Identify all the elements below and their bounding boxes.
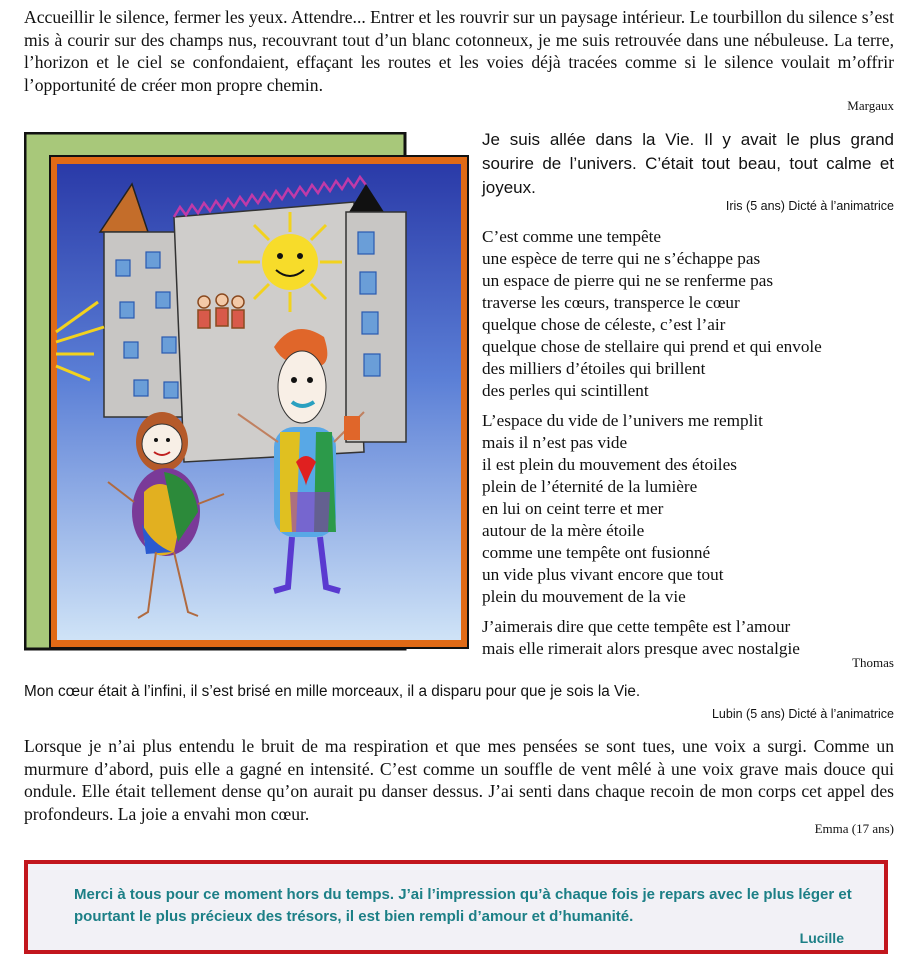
poem-line: quelque chose de céleste, c’est l’air [482, 315, 726, 334]
lucille-message: Merci à tous pour ce moment hors du temps. J’ai l’impression qu’à chaque fois je repars avec le plus léger et pourtant le plus précieux des trésors, il est bien rempli d’amour et d’humanité. [74, 886, 852, 925]
poem-line: C’est comme une tempête [482, 227, 661, 246]
signature-emma: Emma (17 ans) [814, 821, 894, 836]
poem-stanza-1 [482, 226, 902, 402]
children-drawing [24, 132, 470, 652]
poem-line: en lui on ceint terre et mer [482, 499, 664, 518]
poem-line: des perles qui scintillent [482, 381, 649, 400]
poem-line: plein de l’éternité de la lumière [482, 477, 698, 496]
drawing-illustration [24, 132, 470, 652]
poem-line: autour de la mère étoile [482, 521, 645, 540]
poem-line: comme une tempête ont fusionné [482, 543, 711, 562]
intro-paragraph: Accueillir le silence, fermer les yeux. Attendre... Entrer et les rouvrir sur un paysage intérieur. Le tourbillon du silence s’est mis à courir sur des champs nus, recouvrant tout d’un blanc cotonneux, je me suis retrouvée dans une nébuleuse. La terre, l’horizon et le ciel se confondaient, effaçant les routes et les voies déjà tracées comme si le silence voulait m’offrir l’opportunité de créer mon propre chemin. [24, 7, 894, 95]
poem-line: mais il n’est pas vide [482, 433, 628, 452]
poem-line: des milliers d’étoiles qui brillent [482, 359, 706, 378]
poem-line: une espèce de terre qui ne s’échappe pas [482, 249, 761, 268]
poem-line: traverse les cœurs, transperce le cœur [482, 293, 740, 312]
poem-line: plein du mouvement de la vie [482, 587, 686, 606]
lubin-quote: Mon cœur était à l’infini, il s’est brisé en mille morceaux, il a disparu pour que je sois la Vie. [24, 683, 641, 700]
iris-quote: Je suis allée dans la Vie. Il y avait le plus grand sourire de l’univers. C’était tout beau, tout calme et joyeux. [482, 130, 894, 197]
poem-line: J’aimerais dire que cette tempête est l’amour [482, 617, 791, 636]
signature-iris: Iris (5 ans) Dicté à l’animatrice [725, 199, 894, 213]
lucille-message-box [24, 860, 888, 954]
poem-line: L’espace du vide de l’univers me remplit [482, 411, 763, 430]
poem-stanza-2 [482, 410, 902, 608]
poem-line: il est plein du mouvement des étoiles [482, 455, 737, 474]
signature-thomas: Thomas [852, 655, 894, 670]
signature-margaux: Margaux [847, 98, 894, 113]
poem-line: quelque chose de stellaire qui prend et qui envole [482, 337, 822, 356]
emma-paragraph: Lorsque je n’ai plus entendu le bruit de ma respiration et que mes pensées se sont tues, une voix a surgi. Comme un murmure d’abord, puis elle a gagné en intensité. C’est comme un souffle de vent mêlé à une voix grave mais douce qui ondule. Elle était tellement dense qu’on aurait pu danser dessus. J’ai senti dans chaque recoin de mon corps cet appel des profondeurs. La joie a envahi mon cœur. [24, 736, 894, 824]
signature-lubin: Lubin (5 ans) Dicté à l’animatrice [711, 707, 894, 721]
poem-line: mais elle rimerait alors presque avec nostalgie [482, 639, 800, 658]
poem-line: un vide plus vivant encore que tout [482, 565, 724, 584]
signature-lucille: Lucille [799, 930, 844, 946]
thomas-poem [482, 226, 902, 668]
poem-stanza-3 [482, 616, 902, 660]
poem-line: un espace de pierre qui ne se renferme pas [482, 271, 774, 290]
